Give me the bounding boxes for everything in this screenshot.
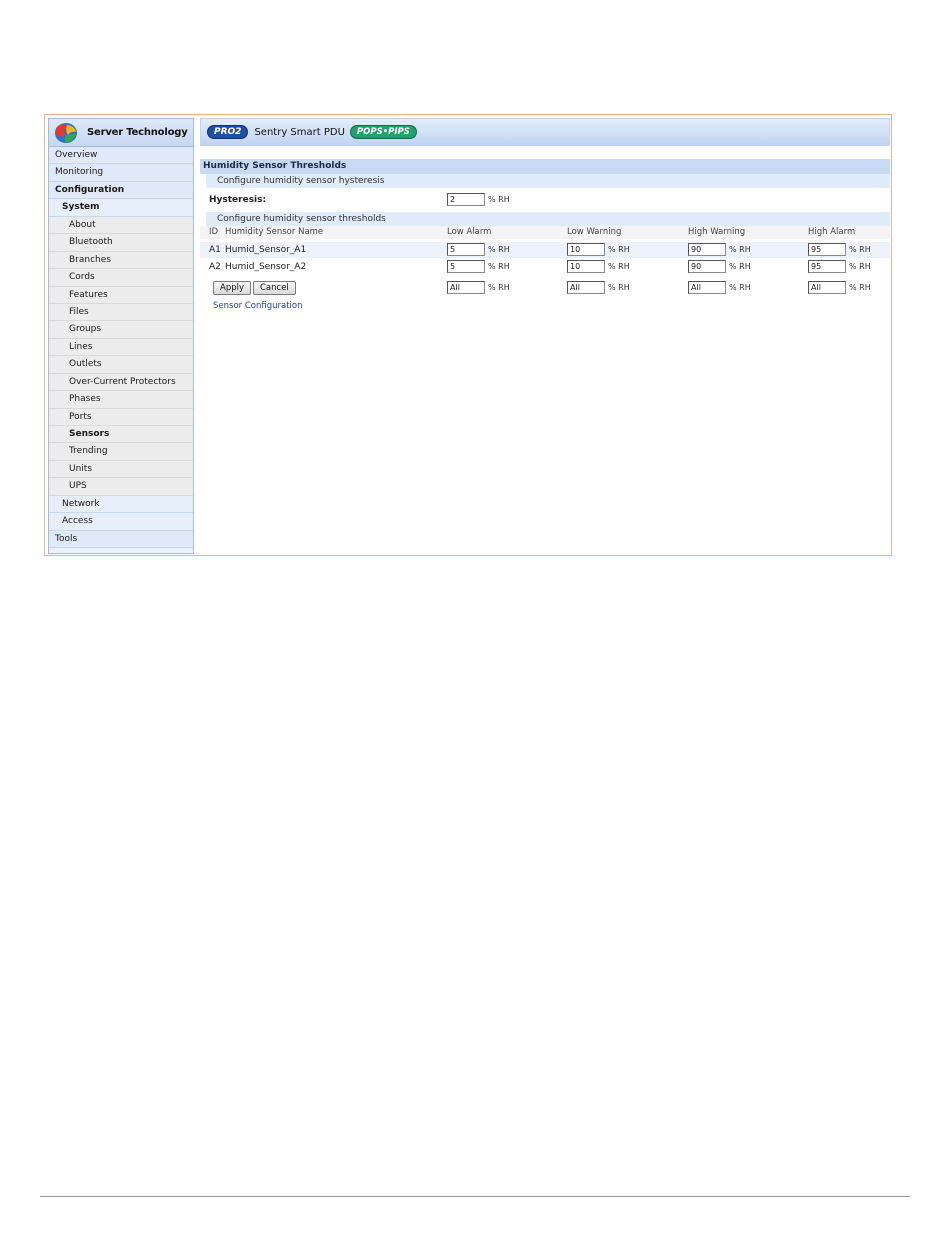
brand-logo[interactable] (49, 119, 193, 147)
nav-overview[interactable]: Overview (49, 147, 193, 164)
col-id: ID (209, 227, 219, 237)
nav-about[interactable]: About (49, 217, 193, 234)
low-warning-input[interactable]: 10 (567, 260, 605, 273)
pdu-web-window (44, 114, 892, 556)
nav-configuration[interactable]: Configuration (49, 182, 193, 199)
table-row (200, 242, 890, 258)
pro2-logo: PRO2 (207, 125, 248, 139)
high-warning-input[interactable]: 90 (688, 243, 726, 256)
sensor-id: A1 (209, 245, 221, 255)
cancel-button[interactable]: Cancel (253, 281, 296, 295)
nav-ups[interactable]: UPS (49, 478, 193, 495)
low-alarm-input[interactable]: 5 (447, 243, 485, 256)
unit-label: % RH (849, 245, 871, 254)
nav-trending[interactable]: Trending (49, 443, 193, 460)
threshold-table-header (200, 226, 890, 239)
apply-all-row (200, 280, 890, 296)
unit-label: % RH (488, 262, 510, 271)
high-alarm-input[interactable]: 95 (808, 243, 846, 256)
nav-cords[interactable]: Cords (49, 269, 193, 286)
sidebar (48, 118, 194, 554)
unit-label: % RH (488, 245, 510, 254)
header-banner (200, 118, 890, 146)
high-warning-input[interactable]: 90 (688, 260, 726, 273)
nav-sensors[interactable]: Sensors (49, 426, 193, 443)
nav-tools[interactable]: Tools (49, 531, 193, 548)
nav-units[interactable]: Units (49, 461, 193, 478)
nav-access[interactable]: Access (49, 513, 193, 530)
nav-network[interactable]: Network (49, 496, 193, 513)
nav-features[interactable]: Features (49, 287, 193, 304)
apply-button[interactable]: Apply (213, 281, 251, 295)
col-low-alarm: Low Alarm (447, 227, 492, 237)
nav-files[interactable]: Files (49, 304, 193, 321)
unit-label: % RH (729, 262, 751, 271)
nav-over-current-protectors[interactable]: Over-Current Protectors (49, 374, 193, 391)
page-title: Humidity Sensor Thresholds (200, 159, 890, 174)
sensor-configuration-link[interactable]: Sensor Configuration (213, 301, 303, 311)
col-name: Humidity Sensor Name (225, 227, 324, 237)
high-alarm-input[interactable]: 95 (808, 260, 846, 273)
thresholds-section-header: Configure humidity sensor thresholds (206, 212, 890, 226)
nav-system[interactable]: System (49, 199, 193, 216)
main-content (200, 118, 890, 554)
hysteresis-input[interactable]: 2 (447, 193, 485, 206)
unit-label: % RH (849, 262, 871, 271)
nav-monitoring[interactable]: Monitoring (49, 164, 193, 181)
unit-label: % RH (849, 283, 871, 292)
unit-label: % RH (488, 283, 510, 292)
hysteresis-unit: % RH (488, 195, 510, 204)
nav-phases[interactable]: Phases (49, 391, 193, 408)
nav-lines[interactable]: Lines (49, 339, 193, 356)
high-alarm-all-input[interactable]: All (808, 281, 846, 294)
low-alarm-input[interactable]: 5 (447, 260, 485, 273)
product-title: Sentry Smart PDU (254, 126, 345, 138)
hysteresis-label: Hysteresis: (209, 195, 267, 205)
low-warning-all-input[interactable]: All (567, 281, 605, 294)
sensor-id: A2 (209, 262, 221, 272)
page-footer-divider (40, 1196, 910, 1197)
link-row (200, 299, 890, 315)
hysteresis-section-header: Configure humidity sensor hysteresis (206, 174, 890, 188)
sensor-name: Humid_Sensor_A2 (225, 262, 307, 272)
unit-label: % RH (608, 262, 630, 271)
brand-name: Server Technology (87, 127, 188, 138)
low-warning-input[interactable]: 10 (567, 243, 605, 256)
nav-ports[interactable]: Ports (49, 409, 193, 426)
nav-outlets[interactable]: Outlets (49, 356, 193, 373)
col-high-alarm: High Alarm (808, 227, 856, 237)
col-low-warning: Low Warning (567, 227, 622, 237)
unit-label: % RH (608, 245, 630, 254)
high-warning-all-input[interactable]: All (688, 281, 726, 294)
col-high-warning: High Warning (688, 227, 746, 237)
sensor-name: Humid_Sensor_A1 (225, 245, 307, 255)
hysteresis-row (200, 192, 890, 208)
unit-label: % RH (729, 283, 751, 292)
pops-pips-logo: POPS•PIPS (350, 125, 417, 139)
unit-label: % RH (729, 245, 751, 254)
nav-groups[interactable]: Groups (49, 321, 193, 338)
low-alarm-all-input[interactable]: All (447, 281, 485, 294)
unit-label: % RH (608, 283, 630, 292)
server-technology-globe-icon (53, 122, 79, 144)
nav-branches[interactable]: Branches (49, 252, 193, 269)
nav-bluetooth[interactable]: Bluetooth (49, 234, 193, 251)
table-row (200, 259, 890, 275)
